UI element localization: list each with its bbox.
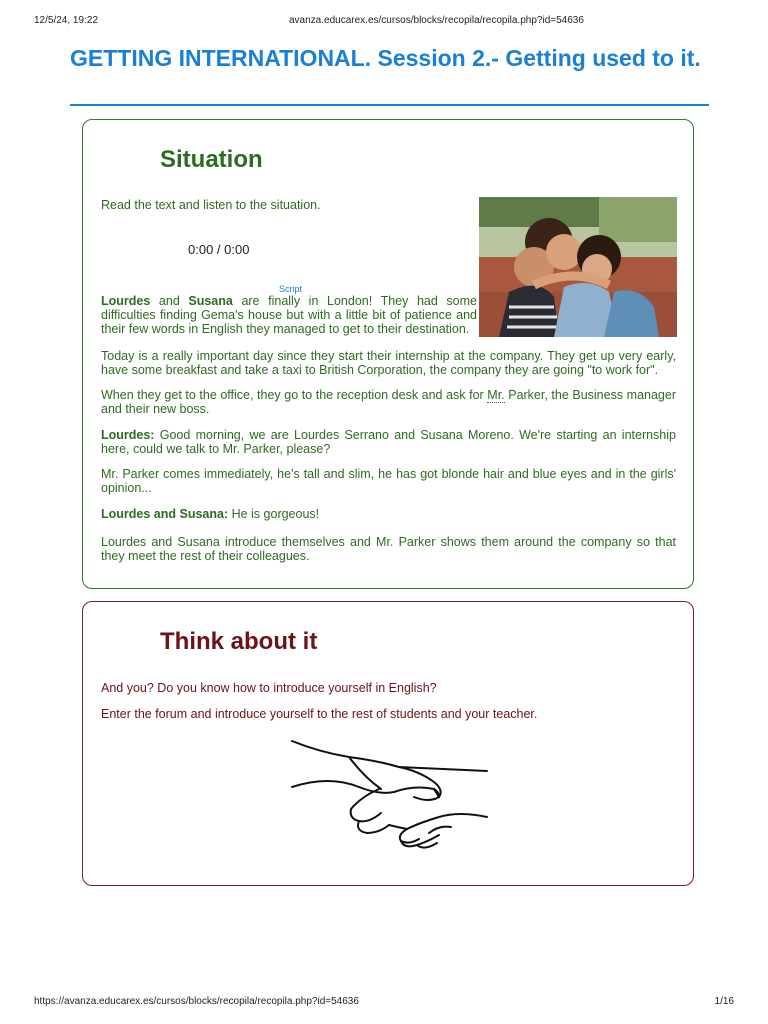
page-title: GETTING INTERNATIONAL. Session 2.- Getting used to it.	[70, 45, 701, 71]
dialogue-text: Good morning, we are Lourdes Serrano and Susana Moreno. We're starting an internship here, could we talk to Mr. Parker, please?	[101, 428, 676, 456]
situation-paragraph-1	[101, 294, 477, 336]
dialogue-text: He is gorgeous!	[228, 507, 320, 521]
situation-heading: Situation	[160, 146, 263, 173]
speaker-label: Lourdes and Susana:	[101, 507, 229, 521]
mr-abbreviation: Mr.	[487, 388, 505, 402]
name-lourdes: Lourdes	[101, 294, 151, 308]
name-susana: Susana	[188, 294, 233, 308]
print-footer	[34, 996, 734, 1010]
situation-paragraph-5: Mr. Parker comes immediately, he's tall and slim, he has got blonde hair and blue eyes and in the girls' opinion...	[101, 467, 676, 495]
think-heading: Think about it	[160, 628, 318, 655]
think-question: And you? Do you know how to introduce yourself in English?	[101, 681, 437, 695]
paragraph-1-text: are finally in London! They had some difficulties finding Gema's house but with a little bit of patience and their few words in English they managed to get to their destination.	[101, 294, 477, 336]
paragraph-3-after: Parker, the Business manager and their new boss.	[101, 388, 676, 416]
situation-box	[82, 119, 694, 589]
situation-paragraph-3	[101, 388, 676, 416]
print-header	[34, 15, 734, 29]
handshake-icon	[289, 737, 489, 849]
speaker-label: Lourdes:	[101, 428, 155, 442]
print-footer-url: https://avanza.educarex.es/cursos/blocks/recopila/recopila.php?id=54636	[34, 996, 359, 1007]
photo-image	[479, 197, 677, 337]
script-link[interactable]: Script	[279, 284, 303, 294]
girls-hugging-photo	[479, 197, 677, 337]
page-number: 1/16	[714, 996, 734, 1007]
think-about-it-box	[82, 601, 694, 886]
think-instruction: Enter the forum and introduce yourself to the rest of students and your teacher.	[101, 707, 538, 721]
title-underline	[70, 104, 709, 106]
situation-intro: Read the text and listen to the situation.	[101, 198, 321, 212]
print-datetime: 12/5/24, 19:22	[34, 15, 98, 26]
dialogue-lourdes	[101, 428, 676, 456]
print-header-url: avanza.educarex.es/cursos/blocks/recopila/recopila.php?id=54636	[289, 15, 584, 26]
audio-player[interactable]	[188, 242, 249, 257]
situation-paragraph-2: Today is a really important day since they start their internship at the company. They get up very early, have some breakfast and take a taxi to British Corporation, the company they are going "to work for".	[101, 349, 676, 377]
paragraph-3-before: When they get to the office, they go to the reception desk and ask for	[101, 388, 488, 402]
handshake-illustration	[289, 737, 489, 849]
dialogue-lourdes-susana	[101, 507, 676, 521]
situation-paragraph-7: Lourdes and Susana introduce themselves and Mr. Parker shows them around the company so that they meet the rest of their colleagues.	[101, 535, 676, 563]
and-text: and	[150, 294, 189, 308]
audio-time: 0:00 / 0:00	[188, 242, 250, 257]
